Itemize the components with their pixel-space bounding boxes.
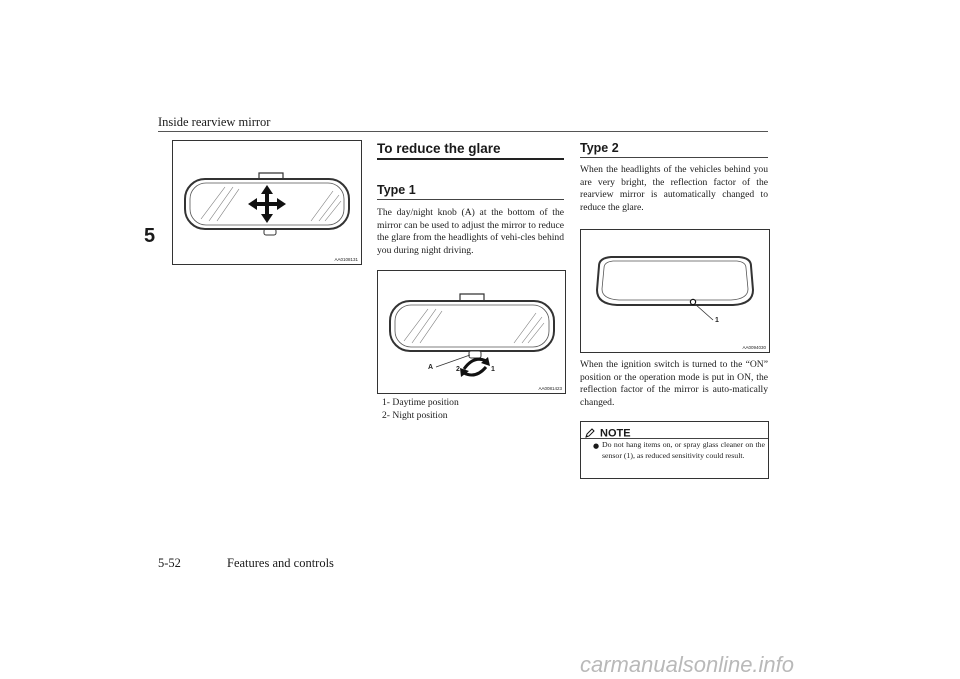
figure-id: AA0094030 — [742, 345, 766, 350]
note-bullet-icon: ● — [593, 442, 600, 450]
figure-day-night-knob — [377, 270, 566, 394]
section-title: To reduce the glare — [377, 141, 501, 156]
page-number: 5-52 — [158, 556, 181, 570]
note-label: NOTE — [600, 427, 631, 440]
type1-text: The day/night knob (A) at the bottom of the mirror can be used to adjust the mirror to reduce the glare from the headlights of vehi-cles behind you during night driving. — [377, 207, 564, 256]
watermark: carmanualsonline.info — [580, 652, 795, 677]
auto-dimming-mirror-illustration — [581, 230, 769, 352]
type1-heading: Type 1 — [377, 183, 416, 197]
note-text: Do not hang items on, or spray glass cleaner on the sensor (1), as reduced sensitivity could result. — [602, 440, 765, 460]
type2-text: When the headlights of the vehicles behind you are very bright, the reflection factor of the rearview mirror is automatically changed to reduce the glare. — [580, 164, 768, 213]
chapter-tab: 5 — [144, 225, 156, 247]
figure-auto-dimming-mirror — [580, 229, 770, 353]
caption-night: 2- Night position — [382, 409, 448, 421]
header-rule — [158, 131, 768, 132]
type1-rule — [377, 199, 564, 200]
figure-label-2: 2 — [456, 366, 460, 373]
figure-id: AA0108131 — [334, 257, 358, 262]
running-title: Inside rearview mirror — [158, 115, 271, 129]
note-rule — [581, 438, 768, 439]
figure-label-a: A — [428, 364, 434, 371]
footer-section-name: Features and controls — [227, 556, 334, 570]
figure-label-1: 1 — [491, 366, 495, 373]
figure-id: AA0081423 — [538, 386, 562, 391]
ignition-text: When the ignition switch is turned to the “ON” position or the operation mode is put in ON, the reflection factor of the mirror is auto-matically changed. — [580, 359, 768, 408]
day-night-mirror-illustration — [378, 271, 565, 393]
type2-heading: Type 2 — [580, 141, 619, 155]
figure-mirror-adjust — [172, 140, 362, 265]
caption-daytime: 1- Daytime position — [382, 397, 459, 408]
note-box — [580, 421, 769, 479]
figure-label-sensor: 1 — [715, 317, 719, 324]
mirror-adjust-illustration — [173, 141, 361, 264]
position-captions — [382, 397, 564, 422]
type2-rule — [580, 157, 768, 158]
section-title-rule — [377, 158, 564, 160]
